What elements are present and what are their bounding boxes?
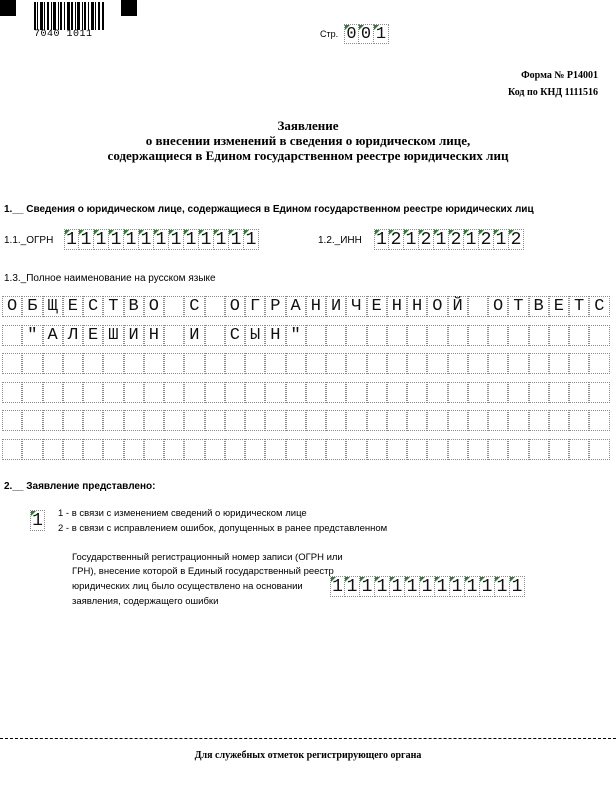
name-char-cell <box>488 325 508 346</box>
barcode-number: 7040 1011 <box>34 29 93 40</box>
grn-description-line1: Государственный регистрационный номер записи (ОГРН или <box>72 552 343 563</box>
name-char-cell: А <box>286 296 306 317</box>
section2-heading: 2.__ Заявление представлено: <box>4 481 156 492</box>
name-char-cell <box>63 410 83 431</box>
page-label: Стр. <box>320 29 339 39</box>
digit-cell: 1 <box>124 229 139 250</box>
digit-cell: 1 <box>360 576 375 597</box>
name-char-cell <box>407 439 427 460</box>
name-char-cell <box>529 410 549 431</box>
document-subtitle-line2: содержащиеся в Едином государственном реестре юридических лиц <box>107 148 509 163</box>
digit-cell: 1 <box>184 229 199 250</box>
grn-description-line3: юридических лиц было осуществлено на основании <box>72 581 303 592</box>
name-char-cell <box>529 439 549 460</box>
name-char-cell <box>387 439 407 460</box>
name-char-cell <box>63 439 83 460</box>
name-char-cell <box>448 353 468 374</box>
name-char-cell <box>2 382 22 403</box>
name-char-cell: Й <box>448 296 468 317</box>
reason-option-2: 2 - в связи с исправлением ошибок, допущенных в ранее представленном <box>58 523 388 534</box>
name-char-cell: Ы <box>245 325 265 346</box>
name-char-cell <box>569 382 589 403</box>
digit-cell: 1 <box>154 229 169 250</box>
name-char-cell <box>589 382 609 403</box>
name-char-cell: О <box>2 296 22 317</box>
digit-cell: 1 <box>64 229 79 250</box>
name-char-cell <box>124 410 144 431</box>
name-char-cell <box>63 382 83 403</box>
digit-cell: 1 <box>420 576 435 597</box>
name-char-cell: Ш <box>103 325 123 346</box>
name-char-cell <box>205 382 225 403</box>
name-char-cell <box>488 353 508 374</box>
digit-cell: 1 <box>94 229 109 250</box>
name-char-cell <box>468 325 488 346</box>
name-char-cell <box>245 410 265 431</box>
name-char-cell <box>306 325 326 346</box>
grn-description-line2: ГРН), внесение которой в Единый государственный реестр <box>72 566 334 577</box>
form-number: Форма № Р14001 <box>521 70 598 81</box>
name-char-cell <box>2 439 22 460</box>
name-char-cell <box>508 439 528 460</box>
name-char-cell: Щ <box>43 296 63 317</box>
grn-field[interactable] <box>330 576 525 597</box>
name-char-cell: С <box>83 296 103 317</box>
name-char-cell <box>2 325 22 346</box>
digit-cell: 1 <box>464 229 479 250</box>
name-char-cell: Б <box>22 296 42 317</box>
name-char-cell <box>306 439 326 460</box>
submission-reason-field[interactable] <box>30 510 45 531</box>
name-char-cell <box>367 439 387 460</box>
digit-cell: 1 <box>169 229 184 250</box>
name-char-cell <box>245 353 265 374</box>
name-char-cell: " <box>22 325 42 346</box>
name-row <box>2 296 610 317</box>
name-char-cell <box>164 439 184 460</box>
digit-cell: 1 <box>404 229 419 250</box>
name-char-cell: Ч <box>346 296 366 317</box>
name-char-cell <box>387 382 407 403</box>
name-char-cell <box>164 296 184 317</box>
name-char-cell <box>124 382 144 403</box>
name-char-cell <box>448 410 468 431</box>
name-char-cell <box>387 353 407 374</box>
name-char-cell <box>367 325 387 346</box>
name-char-cell <box>43 382 63 403</box>
digit-cell: 1 <box>330 576 345 597</box>
name-char-cell <box>346 325 366 346</box>
digit-cell: 1 <box>199 229 214 250</box>
document-title: Заявление <box>277 118 339 133</box>
digit-cell: 2 <box>509 229 524 250</box>
digit-cell: 0 <box>359 24 374 44</box>
name-char-cell <box>407 353 427 374</box>
name-char-cell <box>83 382 103 403</box>
name-char-cell: Л <box>63 325 83 346</box>
name-char-cell <box>468 382 488 403</box>
name-char-cell <box>488 382 508 403</box>
document-subtitle-line1: о внесении изменений в сведения о юридическом лице, <box>145 133 471 148</box>
name-char-cell <box>124 439 144 460</box>
name-char-cell: Г <box>245 296 265 317</box>
name-char-cell <box>164 410 184 431</box>
digit-cell: 1 <box>345 576 360 597</box>
name-char-cell <box>286 439 306 460</box>
name-char-cell <box>326 353 346 374</box>
name-char-cell <box>427 353 447 374</box>
name-char-cell <box>124 353 144 374</box>
name-char-cell <box>407 325 427 346</box>
name-char-cell <box>265 353 285 374</box>
name-char-cell <box>103 439 123 460</box>
name-char-cell: Т <box>508 296 528 317</box>
name-char-cell: Т <box>103 296 123 317</box>
name-row <box>2 439 610 460</box>
knd-code: Код по КНД 1111516 <box>507 87 598 98</box>
name-char-cell <box>184 439 204 460</box>
name-char-cell <box>346 439 366 460</box>
name-char-cell <box>103 410 123 431</box>
name-char-cell <box>2 410 22 431</box>
name-char-cell <box>508 353 528 374</box>
name-char-cell: Р <box>265 296 285 317</box>
name-char-cell <box>488 439 508 460</box>
name-char-cell <box>22 353 42 374</box>
name-char-cell <box>387 325 407 346</box>
name-char-cell <box>43 353 63 374</box>
digit-cell: 2 <box>449 229 464 250</box>
name-char-cell <box>306 410 326 431</box>
name-char-cell <box>245 439 265 460</box>
name-char-cell <box>306 353 326 374</box>
name-char-cell <box>205 296 225 317</box>
name-char-cell <box>468 353 488 374</box>
name-char-cell <box>326 410 346 431</box>
name-char-cell: Н <box>144 325 164 346</box>
digit-cell: 1 <box>214 229 229 250</box>
name-char-cell: О <box>225 296 245 317</box>
name-char-cell <box>265 439 285 460</box>
digit-cell: 1 <box>450 576 465 597</box>
name-char-cell <box>144 439 164 460</box>
reason-option-1: 1 - в связи с изменением сведений о юридическом лице <box>58 508 307 519</box>
digit-cell: 1 <box>109 229 124 250</box>
name-char-cell <box>427 325 447 346</box>
digit-cell: 1 <box>375 576 390 597</box>
name-char-cell <box>205 353 225 374</box>
name-row <box>2 353 610 374</box>
name-char-cell <box>589 353 609 374</box>
name-char-cell <box>468 439 488 460</box>
name-char-cell <box>164 353 184 374</box>
name-char-cell <box>144 353 164 374</box>
name-char-cell <box>508 382 528 403</box>
grn-description-line4: заявления, содержащего ошибки <box>72 596 219 607</box>
name-char-cell: О <box>144 296 164 317</box>
registration-marker-right <box>121 0 137 16</box>
digit-cell: 0 <box>344 24 359 44</box>
name-char-cell: А <box>43 325 63 346</box>
name-char-cell: О <box>488 296 508 317</box>
name-char-cell <box>286 410 306 431</box>
name-row <box>2 410 610 431</box>
name-char-cell <box>225 439 245 460</box>
name-char-cell <box>448 382 468 403</box>
inn-label: 1.2._ИНН <box>318 235 362 246</box>
name-char-cell <box>184 382 204 403</box>
digit-cell: 1 <box>390 576 405 597</box>
digit-cell: 1 <box>434 229 449 250</box>
name-char-cell <box>225 410 245 431</box>
name-char-cell: И <box>124 325 144 346</box>
official-marks-label: Для служебных отметок регистрирующего органа <box>194 750 422 761</box>
name-char-cell <box>407 382 427 403</box>
name-char-cell <box>265 382 285 403</box>
name-char-cell <box>164 325 184 346</box>
name-char-cell: С <box>225 325 245 346</box>
name-char-cell <box>184 353 204 374</box>
name-char-cell <box>367 382 387 403</box>
name-char-cell <box>529 353 549 374</box>
section1-heading: 1.__ Сведения о юридическом лице, содержащиеся в Едином государственном реестре юридических лиц <box>4 204 534 215</box>
digit-cell: 1 <box>244 229 259 250</box>
name-char-cell <box>83 353 103 374</box>
name-char-cell: В <box>124 296 144 317</box>
name-char-cell <box>205 325 225 346</box>
name-char-cell <box>22 439 42 460</box>
name-char-cell <box>225 382 245 403</box>
digit-cell: 2 <box>419 229 434 250</box>
name-char-cell <box>488 410 508 431</box>
name-char-cell <box>306 382 326 403</box>
name-char-cell: Е <box>367 296 387 317</box>
name-char-cell <box>2 353 22 374</box>
digit-cell: 1 <box>480 576 495 597</box>
barcode <box>34 2 104 30</box>
name-char-cell: Е <box>63 296 83 317</box>
name-char-cell <box>589 410 609 431</box>
name-char-cell <box>346 353 366 374</box>
name-char-cell <box>43 410 63 431</box>
name-char-cell <box>103 353 123 374</box>
name-char-cell: Н <box>306 296 326 317</box>
digit-cell: 1 <box>79 229 94 250</box>
digit-cell: 1 <box>510 576 525 597</box>
name-char-cell <box>387 410 407 431</box>
digit-cell: 1 <box>374 24 389 44</box>
name-char-cell <box>225 353 245 374</box>
name-char-cell: В <box>529 296 549 317</box>
digit-cell: 2 <box>479 229 494 250</box>
name-char-cell <box>569 325 589 346</box>
name-char-cell <box>286 353 306 374</box>
name-char-cell <box>529 382 549 403</box>
name-char-cell <box>103 382 123 403</box>
ogrn-label: 1.1._ОГРН <box>4 235 54 246</box>
digit-cell: 1 <box>405 576 420 597</box>
name-char-cell: Н <box>407 296 427 317</box>
name-char-cell: Н <box>265 325 285 346</box>
name-char-cell <box>63 353 83 374</box>
name-char-cell <box>448 325 468 346</box>
name-char-cell <box>549 410 569 431</box>
digit-cell: 1 <box>465 576 480 597</box>
name-char-cell <box>549 382 569 403</box>
name-char-cell <box>265 410 285 431</box>
name-char-cell <box>164 382 184 403</box>
name-char-cell <box>326 325 346 346</box>
name-char-cell <box>468 296 488 317</box>
name-char-cell: О <box>427 296 447 317</box>
name-char-cell <box>346 382 366 403</box>
digit-cell: 1 <box>495 576 510 597</box>
name-char-cell <box>529 325 549 346</box>
name-char-cell <box>589 439 609 460</box>
name-char-cell <box>448 439 468 460</box>
separator-line <box>0 738 616 739</box>
name-char-cell: И <box>326 296 346 317</box>
name-char-cell: Е <box>549 296 569 317</box>
name-char-cell <box>569 410 589 431</box>
name-row <box>2 325 610 346</box>
name-char-cell <box>589 325 609 346</box>
name-char-cell <box>144 382 164 403</box>
name-char-cell <box>205 410 225 431</box>
name-char-cell <box>83 410 103 431</box>
name-char-cell <box>22 382 42 403</box>
name-char-cell <box>508 325 528 346</box>
name-char-cell <box>83 439 103 460</box>
ogrn-field[interactable] <box>64 229 259 250</box>
name-char-cell: С <box>589 296 609 317</box>
name-char-cell <box>144 410 164 431</box>
name-char-cell <box>549 439 569 460</box>
digit-cell: 1 <box>229 229 244 250</box>
digit-cell: 1 <box>139 229 154 250</box>
name-char-cell <box>286 382 306 403</box>
name-char-cell <box>184 410 204 431</box>
inn-field[interactable] <box>374 229 524 250</box>
name-char-cell <box>22 410 42 431</box>
name-char-cell: Т <box>569 296 589 317</box>
choice-value-cell: 1 <box>30 510 45 531</box>
name-char-cell <box>427 382 447 403</box>
name-char-cell <box>43 439 63 460</box>
digit-cell: 2 <box>389 229 404 250</box>
name-char-cell <box>549 325 569 346</box>
name-char-cell: С <box>184 296 204 317</box>
registration-marker-left <box>0 0 16 16</box>
digit-cell: 1 <box>374 229 389 250</box>
name-char-cell: Н <box>387 296 407 317</box>
full-name-label: 1.3._Полное наименование на русском языке <box>4 273 216 284</box>
name-char-cell: И <box>184 325 204 346</box>
name-char-cell <box>326 439 346 460</box>
name-char-cell <box>367 353 387 374</box>
digit-cell: 1 <box>494 229 509 250</box>
name-char-cell <box>326 382 346 403</box>
name-char-cell <box>549 353 569 374</box>
name-char-cell <box>569 439 589 460</box>
name-char-cell: " <box>286 325 306 346</box>
name-char-cell <box>205 439 225 460</box>
name-char-cell <box>367 410 387 431</box>
name-char-cell <box>245 382 265 403</box>
name-char-cell <box>569 353 589 374</box>
name-char-cell <box>508 410 528 431</box>
name-char-cell <box>427 439 447 460</box>
page-number-cells[interactable] <box>344 24 389 44</box>
name-row <box>2 382 610 403</box>
digit-cell: 1 <box>435 576 450 597</box>
name-char-cell <box>427 410 447 431</box>
name-char-cell <box>346 410 366 431</box>
name-char-cell: Е <box>83 325 103 346</box>
name-char-cell <box>468 410 488 431</box>
name-char-cell <box>407 410 427 431</box>
